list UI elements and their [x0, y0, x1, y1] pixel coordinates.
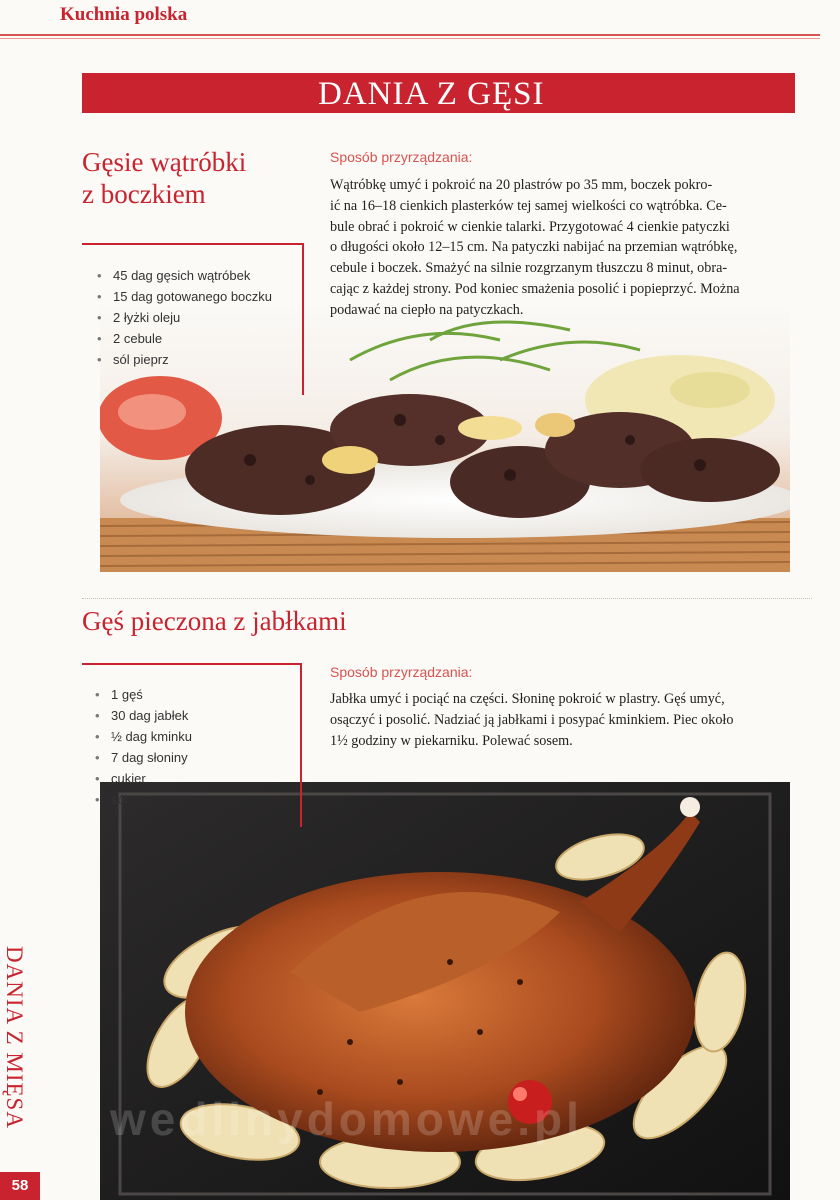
method-line: osączyć i posolić. Nadziać ją jabłkami i posypać kminkiem. Piec około — [330, 711, 734, 728]
recipe2-ingredients — [95, 684, 192, 810]
method-line: cając z każdej strony. Pod koniec smażenia posolić i popieprzyć. Można — [330, 280, 740, 297]
recipe1-title — [82, 146, 246, 210]
ingredient-item: • 7 dag słoniny — [95, 750, 188, 765]
method-line: podawać na ciepło na patyczkach. — [330, 301, 524, 318]
ingredient-item: • 2 łyżki oleju — [97, 310, 181, 325]
ingredient-item: • 2 cebule — [97, 331, 163, 346]
recipe2-method-label: Sposób przyrządzania: — [330, 664, 473, 680]
method-line: o długości około 12–15 cm. Na patyczki nabijać na przemian wątróbkę, — [330, 239, 738, 256]
recipe1-title-line2: z boczkiem — [82, 179, 206, 209]
chapter-title: DANIA Z GĘSI — [318, 76, 545, 112]
recipe2-title: Gęś pieczona z jabłkami — [82, 606, 347, 636]
ingredient-item: • sól pieprz — [97, 352, 169, 367]
section-divider — [82, 598, 812, 599]
ingredient-item: • 15 dag gotowanego boczku — [97, 289, 273, 304]
method-line: 1½ godziny w piekarniku. Polewać sosem. — [330, 732, 573, 749]
method-line: Jabłka umyć i pociąć na części. Słoninę pokroić w plastry. Gęś umyć, — [330, 691, 725, 707]
ingredient-item: • 45 dag gęsich wątróbek — [97, 268, 251, 283]
ingredient-item: • 1 gęś — [95, 687, 143, 702]
method-line: cebule i boczek. Smażyć na silnie rozgrzanym tłuszczu 8 minut, obra- — [330, 260, 728, 277]
recipe1-title-line1: Gęsie wątróbki — [82, 147, 247, 177]
section-title: Kuchnia polska — [60, 4, 188, 25]
method-line: bule obrać i pokroić w cienkie talarki. Przygotować 4 cienkie patyczki — [330, 218, 730, 235]
ingredient-item: • 30 dag jabłek — [95, 708, 189, 723]
recipe1-method-text — [330, 175, 792, 321]
recipe1-ingredients — [97, 265, 272, 370]
side-chapter-text: DANIA Z MIĘSA — [2, 946, 27, 1129]
side-chapter-label — [0, 946, 34, 1166]
watermark: wedlinydomowe.pl — [110, 1093, 583, 1145]
ingredient-item: • ½ dag kminku — [95, 729, 192, 744]
method-line: Wątróbkę umyć i pokroić na 20 plastrów po 35 mm, boczek pokro- — [330, 177, 713, 193]
recipe2-method-text — [330, 689, 792, 751]
method-line: ić na 16–18 cienkich plasterków tej samej wielkości co wątróbka. Ce- — [330, 197, 727, 214]
ingredient-item: • sól — [95, 792, 128, 807]
recipe1-method-label: Sposób przyrządzania: — [330, 149, 473, 165]
header-rule — [0, 34, 820, 36]
header-rule-thin — [0, 38, 820, 39]
page-number: 58 — [11, 1177, 29, 1194]
ingredient-item: • cukier — [95, 771, 146, 786]
